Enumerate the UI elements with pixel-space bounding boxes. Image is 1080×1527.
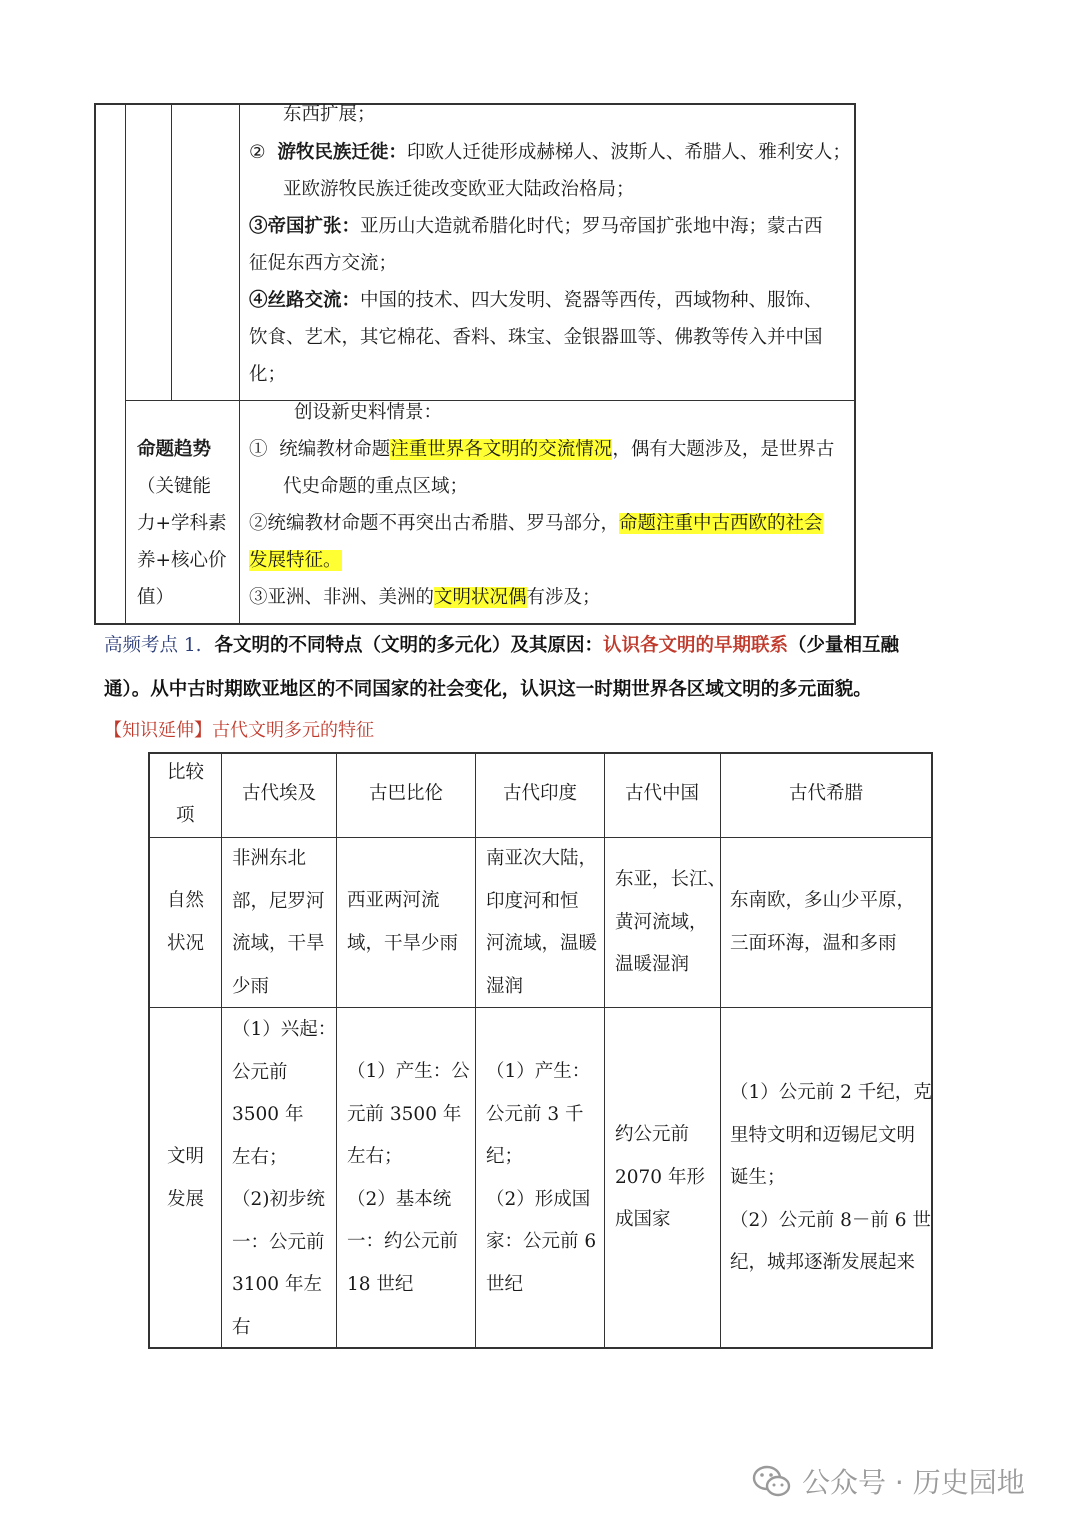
trend-label-line: （关键能 <box>137 476 212 497</box>
natural-greece: 东南欧，多山少平原， 三面环海，温和多雨 <box>730 890 916 954</box>
header-greece: 古代希腊 <box>789 783 864 804</box>
trend-line-5 <box>249 550 342 572</box>
highfreq-line-1: 高频考点 1. 各文明的不同特点（文明的多元化）及其原因：认识各文明的早期联系（少量相互融 <box>104 635 899 656</box>
row1-line-4: ③帝国扩张：亚历山大造就希腊化时代；罗马帝国扩张地中海；蒙古西 <box>249 216 823 237</box>
row1-line-2: ② 游牧民族迁徙：印欧人迁徙形成赫梯人、波斯人、希腊人、雅利安人； <box>249 142 851 163</box>
trend-label-line: 值） <box>137 587 175 608</box>
development-babylon: （1）产生：公 元前 3500 年 左右； （2）基本统 一：约公元前 18 世纪 <box>347 1061 470 1295</box>
highfreq-line-2: 通）。从中古时期欧亚地区的不同国家的社会变化，认识这一时期世界各区域文明的多元面貌。 <box>104 679 872 700</box>
development-egypt: （1）兴起： 公元前 3500 年 左右； （2)初步统 一：公元前 3100 年左 右 <box>232 1019 337 1338</box>
header-india: 古代印度 <box>503 783 578 804</box>
highlight: 发展特征。 <box>249 550 342 571</box>
natural-label: 自然 状况 <box>167 890 205 954</box>
trend-title: 命题趋势 <box>137 439 212 460</box>
watermark-text: 公众号 · 历史园地 <box>802 1466 1025 1499</box>
trend-line-2: ① 统编教材命题注重世界各文明的交流情况，偶有大题涉及，是世界古 <box>249 439 835 460</box>
development-china: 约公元前 2070 年形 成国家 <box>615 1124 705 1230</box>
natural-egypt: 非洲东北 部，尼罗河 流域，干旱 少雨 <box>232 848 325 997</box>
row1-line-7: 饮食、艺术，其它棉花、香料、珠宝、金银器皿等、佛教等传入并中国 <box>249 327 823 348</box>
highlight: 文明状况偶 <box>434 587 527 608</box>
highlight: 命题注重中古西欧的社会 <box>619 513 823 534</box>
natural-babylon: 西亚两河流 域，干旱少雨 <box>347 890 459 954</box>
row1-line-6: ④丝路交流：中国的技术、四大发明、瓷器等西传，西域物种、服饰、 <box>249 290 823 311</box>
header-china: 古代中国 <box>625 783 700 804</box>
highlight: 注重世界各文明的交流情况 <box>390 439 613 460</box>
trend-line-1: 创设新史料情景： <box>294 402 443 423</box>
highfreq-label: 高频考点 1. <box>104 635 202 656</box>
trend-label-line: 养+核心价 <box>137 550 227 571</box>
development-india: （1）产生： 公元前 3 千 纪； （2）形成国 家：公元前 6 世纪 <box>486 1061 597 1295</box>
development-greece: （1）公元前 2 千纪，克 里特文明和迈锡尼文明 诞生； （2）公元前 8－前 6 世 纪，城邦逐渐发展起来 <box>730 1082 932 1273</box>
row1-line-1: 东西扩展； <box>283 104 376 125</box>
header-babylon: 古巴比伦 <box>369 783 444 804</box>
trend-label-line: 力+学科素 <box>137 513 227 534</box>
row1-line-3: 亚欧游牧民族迁徙改变欧亚大陆政治格局； <box>283 179 635 200</box>
header-egypt: 古代埃及 <box>242 783 317 804</box>
row1-line-5: 征促东西方交流； <box>249 253 398 274</box>
wechat-icon <box>752 1464 792 1504</box>
trend-line-6: ③亚洲、非洲、美洲的文明状况偶有涉及； <box>249 587 601 608</box>
knowledge-title: 【知识延伸】古代文明多元的特征 <box>104 720 374 741</box>
watermark <box>752 1462 1052 1506</box>
trend-line-3: 代史命题的重点区域； <box>283 476 469 497</box>
row1-line-8: 化； <box>249 364 287 385</box>
natural-india: 南亚次大陆， 印度河和恒 河流域，温暖 湿润 <box>486 848 598 997</box>
trend-line-4: ②统编教材命题不再突出古希腊、罗马部分，命题注重中古西欧的社会 <box>249 513 823 534</box>
header-compare-item: 比较 项 <box>167 762 205 826</box>
development-label: 文明 发展 <box>167 1146 205 1210</box>
natural-china: 东亚，长江、 黄河流域， 温暖湿润 <box>615 869 727 975</box>
